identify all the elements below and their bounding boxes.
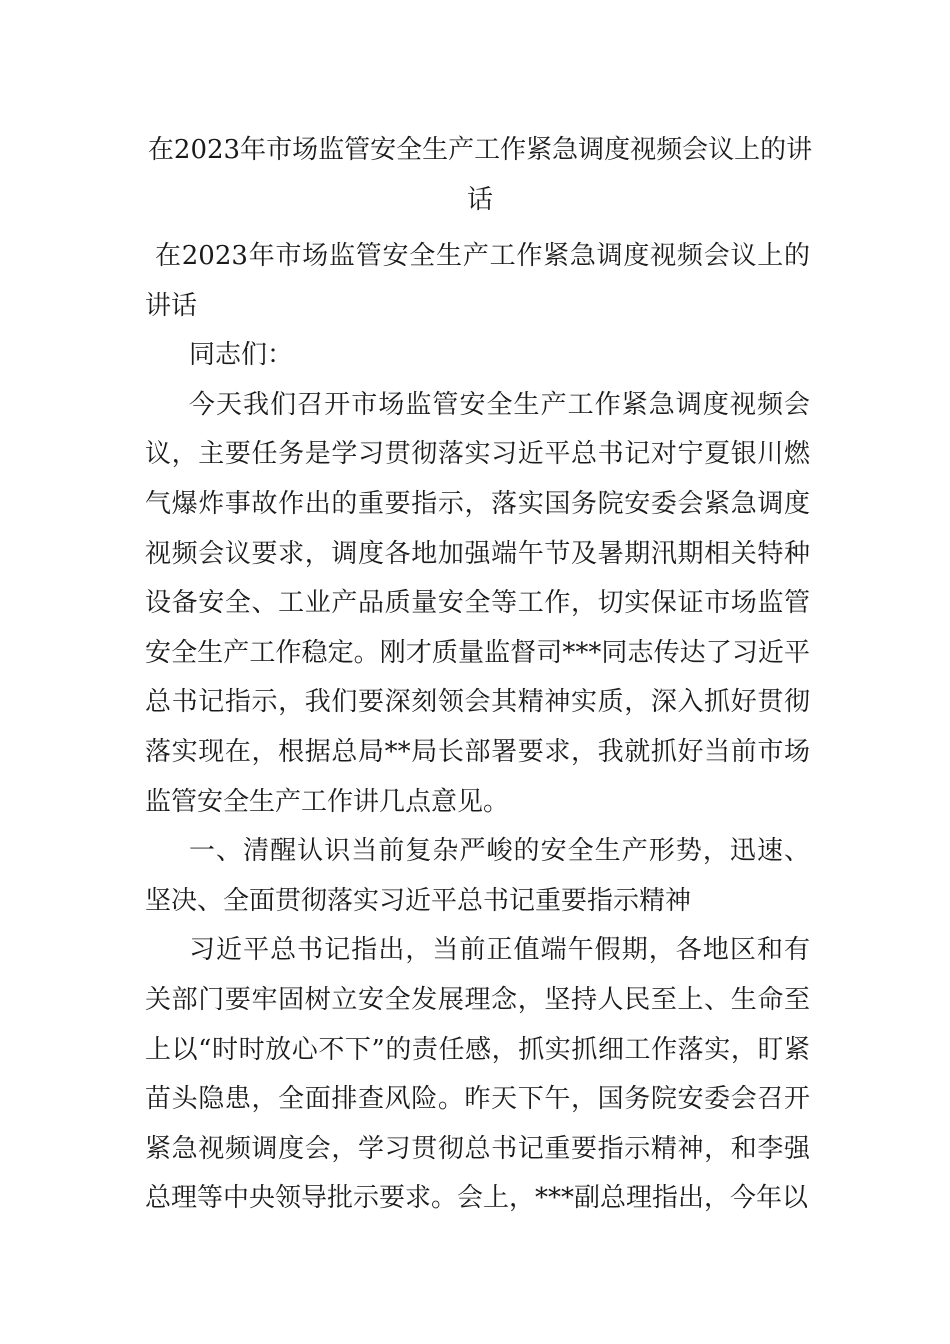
document-subtitle: 在2023年市场监管安全生产工作紧急调度视频会议上的讲话 [145, 241, 810, 321]
paragraph-section-1: 习近平总书记指出，当前正值端午假期，各地区和有关部门要牢固树立安全发展理念，坚持人民至上、生命至上以“时时放心不下”的责任感，抓实抓细工作落实，盯紧苗头隐患，全面排查风险。昨天下午，国务院安委会召开紧急视频调度会，学习贯彻总书记重要指示精神，和李强总理等中央领导批示要求。会上，***副总理指出，今年以 [145, 935, 810, 1214]
document-body [145, 232, 810, 1224]
paragraph-opening: 今天我们召开市场监管安全生产工作紧急调度视频会议，主要任务是学习贯彻落实习近平总书记对宁夏银川燃气爆炸事故作出的重要指示，落实国务院安委会紧急调度视频会议要求，调度各地加强端午节及暑期汛期相关特种设备安全、工业产品质量安全等工作，切实保证市场监管安全生产工作稳定。刚才质量监督司***同志传达了习近平总书记指示，我们要深刻领会其精神实质，深入抓好贯彻落实现在，根据总局**局长部署要求，我就抓好当前市场监管安全生产工作讲几点意见。 [145, 389, 810, 817]
section-heading-1: 一、清醒认识当前复杂严峻的安全生产形势，迅速、坚决、全面贯彻落实习近平总书记重要指示精神 [145, 836, 810, 916]
document-title: 在2023年市场监管安全生产工作紧急调度视频会议上的讲话 [147, 135, 813, 215]
salutation: 同志们： [189, 340, 294, 371]
